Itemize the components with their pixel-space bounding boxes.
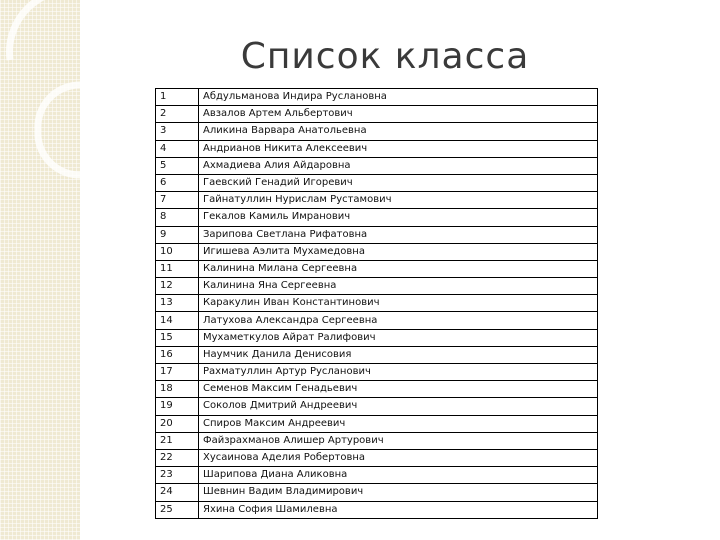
student-name: Яхина София Шамилевна [199,501,598,518]
table-row [156,381,598,398]
student-number: 17 [156,364,199,381]
student-name: Аликина Варвара Анатольевна [199,123,598,140]
student-name: Игишева Аэлита Мухамедовна [199,243,598,260]
student-name: Соколов Дмитрий Андреевич [199,398,598,415]
table-row [156,346,598,363]
student-name: Калинина Яна Сергеевна [199,278,598,295]
student-name: Файзрахманов Алишер Артурович [199,432,598,449]
student-list-table [155,88,598,519]
student-name: Каракулин Иван Константинович [199,295,598,312]
student-rows [156,89,598,519]
student-name: Шевнин Вадим Владимирович [199,484,598,501]
student-number: 3 [156,123,199,140]
student-number: 11 [156,260,199,277]
student-number: 5 [156,157,199,174]
student-number: 4 [156,140,199,157]
student-name: Авзалов Артем Альбертович [199,106,598,123]
student-number: 23 [156,467,199,484]
student-name: Мухаметкулов Айрат Ралифович [199,329,598,346]
table-row [156,157,598,174]
student-number: 15 [156,329,199,346]
student-number: 20 [156,415,199,432]
student-number: 1 [156,89,199,106]
table-row [156,467,598,484]
table-row [156,432,598,449]
student-name: Гаевский Генадий Игоревич [199,174,598,191]
student-name: Абдульманова Индира Руслановна [199,89,598,106]
decorative-arcs [0,0,80,540]
table-row [156,260,598,277]
student-name: Семенов Максим Генадьевич [199,381,598,398]
table-row [156,174,598,191]
student-number: 16 [156,346,199,363]
student-number: 2 [156,106,199,123]
table-row [156,398,598,415]
page-title: Список класса [240,36,530,77]
table-row [156,484,598,501]
table-row [156,209,598,226]
student-number: 14 [156,312,199,329]
table-row [156,295,598,312]
student-name: Зарипова Светлана Рифатовна [199,226,598,243]
student-name: Гайнатуллин Нурислам Рустамович [199,192,598,209]
student-name: Латухова Александра Сергеевна [199,312,598,329]
student-name: Рахматуллин Артур Русланович [199,364,598,381]
student-number: 22 [156,449,199,466]
table-row [156,312,598,329]
table-row [156,192,598,209]
student-name: Калинина Милана Сергеевна [199,260,598,277]
table-row [156,140,598,157]
student-number: 24 [156,484,199,501]
student-name: Ахмадиева Алия Айдаровна [199,157,598,174]
student-name: Андрианов Никита Алексеевич [199,140,598,157]
student-name: Шарипова Диана Аликовна [199,467,598,484]
student-name: Хусаинова Аделия Робертовна [199,449,598,466]
table-row [156,226,598,243]
student-number: 6 [156,174,199,191]
student-number: 19 [156,398,199,415]
student-number: 21 [156,432,199,449]
table-row [156,501,598,518]
student-number: 8 [156,209,199,226]
student-name: Спиров Максим Андреевич [199,415,598,432]
table-row [156,364,598,381]
table-row [156,89,598,106]
student-number: 9 [156,226,199,243]
student-number: 25 [156,501,199,518]
student-number: 7 [156,192,199,209]
table-row [156,449,598,466]
table-row [156,243,598,260]
decorative-side-band [0,0,80,540]
table-row [156,415,598,432]
table-row [156,329,598,346]
table-row [156,106,598,123]
student-number: 12 [156,278,199,295]
student-number: 18 [156,381,199,398]
student-name: Гекалов Камиль Имранович [199,209,598,226]
student-number: 10 [156,243,199,260]
student-number: 13 [156,295,199,312]
table-row [156,278,598,295]
student-name: Наумчик Данила Денисовия [199,346,598,363]
table-row [156,123,598,140]
